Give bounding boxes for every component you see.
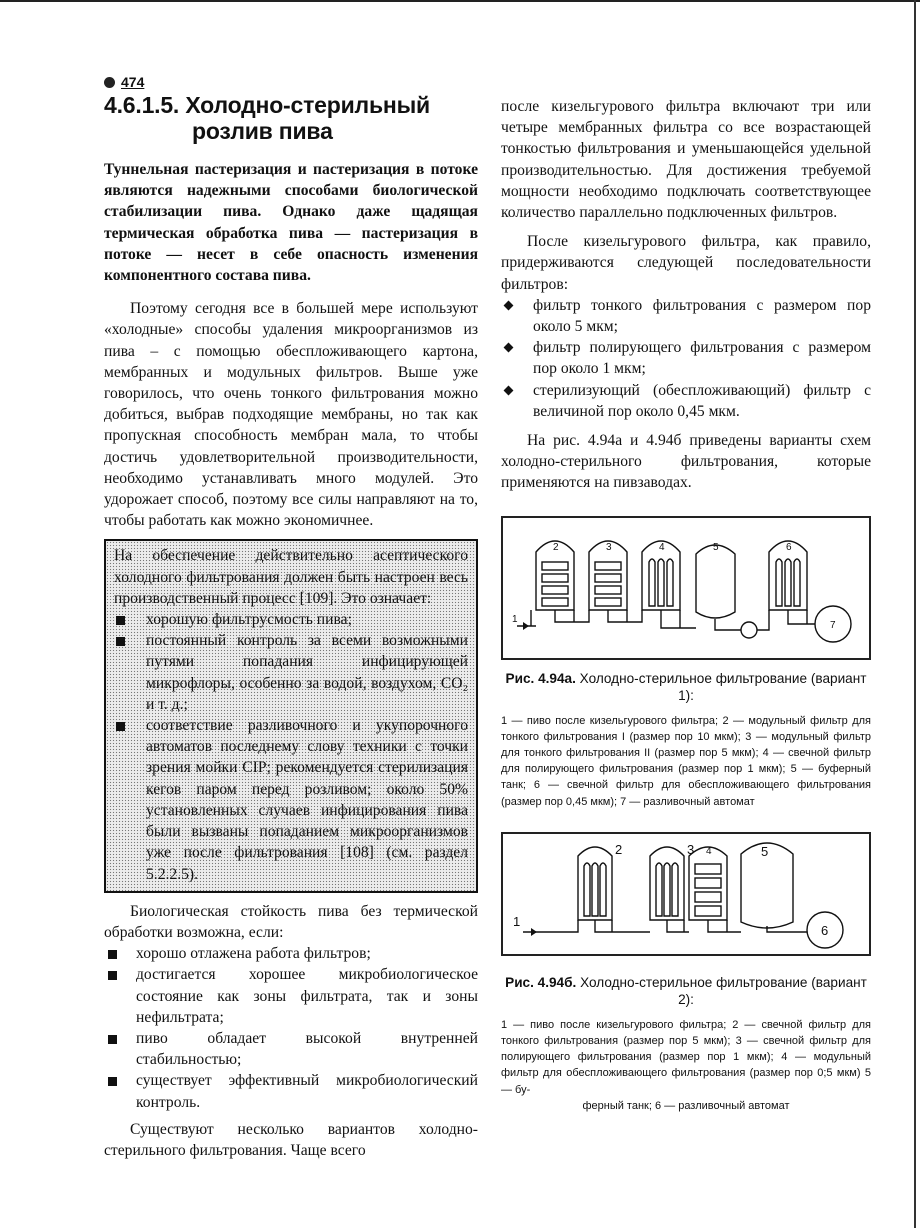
fig1-label: 1 — [512, 613, 518, 625]
paragraph-figure-ref: На рис. 4.94а и 4.94б приведены варианты схем холодно-стерильного фильтрования, которые применяются на пивзаводах. — [501, 432, 871, 492]
caption-text: Холодно-стерильное фильтрование (вариант 1): — [579, 670, 867, 703]
diamond-bullet-icon — [504, 343, 514, 353]
fig2-label: 3 — [687, 841, 695, 857]
diamond-bullet-icon — [504, 300, 514, 310]
legend-last-line: ферный танк; 6 — разливочный автомат — [582, 1099, 790, 1112]
figure-4-94a-caption — [501, 670, 871, 704]
paragraph-biostability: Биологическая стойкость пива без термической обработки возможна, если: — [104, 902, 478, 941]
flow-arrow-icon — [531, 928, 537, 936]
condition-item: существует эффективный микробиологический контроль. — [104, 1070, 478, 1112]
figure-4-94b-diagram — [501, 832, 871, 956]
module-plate — [542, 574, 568, 582]
sequence-item: стерилизующий (обеспложивающий) фильтр с величиной пор около 0,45 мкм. — [501, 380, 871, 422]
legend-main: 1 — пиво после кизельгурового фильтра; 2 — свечной фильтр для тонкого фильтрования (размер пор 5 мкм); 3 — свечной фильтр для полирующего фильтрования (размер пор 1 мкм); 4 — модульный фильтр для обеспложивающего фильтрования (размер пор 0;5 мкм) 5 — бу- — [501, 1018, 871, 1096]
module-plate — [542, 598, 568, 606]
section-title-line1: Холодно-стерильный — [185, 92, 430, 118]
module-plate — [542, 586, 568, 594]
square-bullet-icon — [108, 950, 117, 959]
filter-sequence-list — [501, 295, 871, 422]
module-plate — [542, 562, 568, 570]
diamond-bullet-icon — [504, 385, 514, 395]
figure-4-94b-legend — [501, 1017, 871, 1114]
highlight-box — [104, 539, 478, 892]
paragraph-membranes: после кизельгурового фильтра включают три или четыре мембранных фильтра со все возрастающей тонкостью фильтрования и уменьшающейся удельной производительностью. Для достижения требуемой мощности необходимо подключать соответствующее количество параллельно подключенных фильтров. — [501, 98, 871, 222]
caption-text: Холодно-стерильное фильтрование (вариант 2): — [580, 974, 867, 1007]
figure-4-94a-diagram — [501, 516, 871, 660]
section-heading — [104, 92, 478, 144]
candle-filter-3-shape — [650, 847, 684, 920]
condition-item: пиво обладает высокой внутренней стабильностью; — [104, 1028, 478, 1070]
square-bullet-icon — [116, 637, 125, 646]
fig1-label: 5 — [713, 541, 719, 553]
right-edge-line — [914, 0, 916, 1228]
square-bullet-icon — [108, 1077, 117, 1086]
page-marker-icon — [104, 77, 115, 88]
fig1-label: 3 — [606, 541, 612, 553]
pump-shape — [741, 622, 757, 638]
right-column — [501, 96, 871, 1114]
section-number: 4.6.1.5. — [104, 92, 180, 118]
fig2-label: 6 — [821, 922, 829, 938]
sequence-item: фильтр полирующего фильтрования с размером пор около 1 мкм; — [501, 337, 871, 379]
paragraph-sequence-intro: После кизельгурового фильтра, как правило, придерживаются следующей последовательности фильтров: — [501, 233, 871, 293]
square-bullet-icon — [116, 616, 125, 625]
figure-4-94b-caption — [501, 974, 871, 1008]
lead-paragraph: Туннельная пастеризация и пастеризация в потоке являются надежными способами биологической стабилизации пива. Однако даже щадящая термическая обработка пива — пастеризация в потоке — несет в себе опасность изменения компонентного состава пива. — [104, 161, 478, 285]
fig2-label: 5 — [761, 843, 769, 859]
section-title-line2: розлив пива — [192, 118, 333, 144]
fig2-label: 4 — [706, 845, 712, 857]
caption-number: Рис. 4.94б. — [505, 974, 577, 990]
flow-arrow-icon — [523, 622, 529, 630]
page-number: 474 — [104, 74, 164, 90]
box-list-item: постоянный контроль за всеми возможными путями попадания инфицирующей микрофлоры, особенно за водой, воздухом, CO₂ и т. д.; — [114, 630, 468, 715]
square-bullet-icon — [108, 1035, 117, 1044]
fig1-label: 2 — [553, 541, 559, 553]
fig1-label: 6 — [786, 541, 792, 553]
paragraph-cold-methods: Поэтому сегодня все в большей мере используют «холодные» способы удаления микроорганизмов из пива – с помощью обеспложивающего картона, мембранных и модульных фильтров. Выше уже говорилось, что очень тонкого фильтрования можно добиться, выбрав подходящие мембраны, но так как пропускная способность мембран мала, то чтобы достичь удовлетворительной производительности, необходимо устанавливать много модулей. Это удорожает способ, поэтому все силы направляют на то, чтобы работать как можно экономичнее. — [104, 300, 478, 530]
buffer-tank-5-shape — [696, 545, 735, 618]
fig2-label: 1 — [513, 913, 521, 929]
box-list — [114, 609, 468, 885]
condition-item: хорошо отлажена работа фильтров; — [104, 943, 478, 964]
square-bullet-icon — [116, 722, 125, 731]
box-list-item: хорошую фильтрусмость пива; — [114, 609, 468, 630]
condition-item: достигается хорошее микробиологическое состояние как зоны фильтрата, так и зоны нефильтрата; — [104, 964, 478, 1028]
scheme-variant1-svg — [503, 518, 869, 654]
square-bullet-icon — [108, 971, 117, 980]
caption-number: Рис. 4.94а. — [505, 670, 576, 686]
sequence-item: фильтр тонкого фильтрования с размером пор около 5 мкм; — [501, 295, 871, 337]
scheme-variant2-svg — [503, 834, 869, 950]
top-edge-line — [0, 0, 920, 2]
box-list-item: соответствие разливочного и укупорочного автоматов последнему слову техники с точки зрения мойки CIP; рекомендуется стерилизация кегов паром перед розливом; около 50% установленных случаев инфицирования пива были вызваны попаданием микроорганизмов уже после фильтрования [108] (см. раздел 5.2.2.5). — [114, 715, 468, 885]
left-column — [104, 92, 478, 1161]
fig1-label: 7 — [830, 619, 836, 631]
fig2-label: 2 — [615, 841, 623, 857]
conditions-list — [104, 943, 478, 1113]
box-intro: На обеспечение действительно асептического холодного фильтрования должен быть настроен весь производственный процесс [109]. Это означает: — [114, 547, 468, 607]
candle-filter-2-shape — [578, 847, 612, 920]
paragraph-variants: Существуют несколько вариантов холодно-стерильного фильтрования. Чаще всего — [104, 1120, 478, 1159]
fig1-label: 4 — [659, 541, 665, 553]
figure-4-94a-legend: 1 — пиво после кизельгурового фильтра; 2 — модульный фильтр для тонкого фильтрования I (размер пор 10 мкм); 3 — модульный фильтр для тонкого фильтрования II (размер пор 5 мкм); 4 — свечной фильтр для полирующего фильтрования (размер пор 1 мкм); 5 — буферный танк; 6 — свечной фильтр для обеспложивающего фильтрования (размер пор 0,45 мкм); 7 — разливочный автомат — [501, 714, 871, 808]
